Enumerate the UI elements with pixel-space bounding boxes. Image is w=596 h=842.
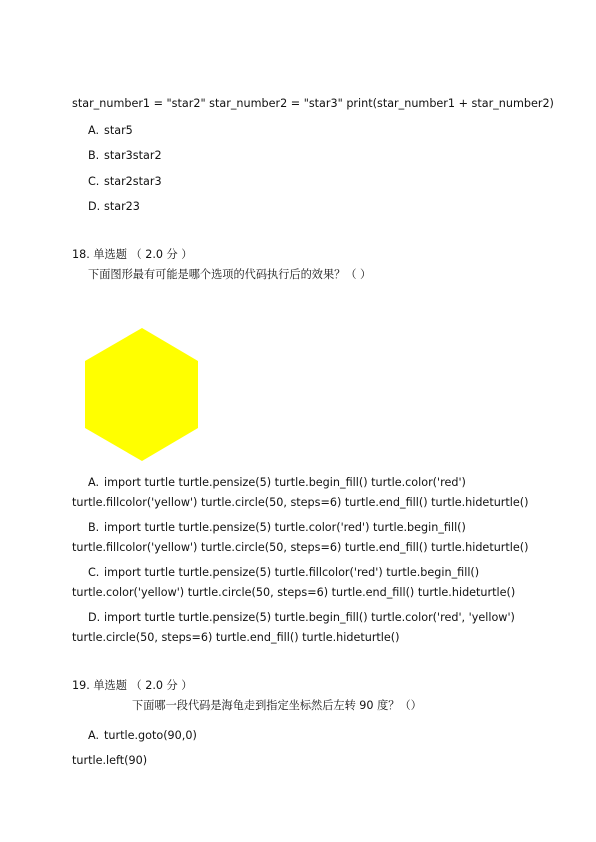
q17-option-d[interactable] [88, 200, 140, 214]
option-letter: A. [88, 729, 100, 742]
q17-option-a[interactable] [88, 124, 133, 138]
option-letter: B. [88, 149, 100, 162]
q18-option-c-line2: turtle.color('yellow') turtle.circle(50, steps=6) turtle.end_fill() turtle.hideturtle() [72, 586, 516, 599]
q18-option-b-line2: turtle.fillcolor('yellow') turtle.circle(50, steps=6) turtle.end_fill() turtle.hideturtle() [72, 541, 529, 554]
option-text-line1: import turtle turtle.pensize(5) turtle.fillcolor('red') turtle.begin_fill() [104, 566, 480, 579]
option-text-line1: import turtle turtle.pensize(5) turtle.color('red') turtle.begin_fill() [104, 521, 466, 534]
q18-option-a-line2: turtle.fillcolor('yellow') turtle.circle(50, steps=6) turtle.end_fill() turtle.hideturtle() [72, 496, 529, 509]
option-letter: D. [88, 611, 101, 624]
option-text-line1: import turtle turtle.pensize(5) turtle.begin_fill() turtle.color('red', 'yellow') [104, 611, 515, 624]
q18-option-b[interactable] [88, 521, 466, 535]
option-text: star2star3 [104, 175, 162, 188]
hexagon-shape [85, 328, 198, 461]
option-letter: B. [88, 521, 100, 534]
option-text-line1: turtle.goto(90,0) [104, 729, 197, 742]
q17-option-c[interactable] [88, 175, 162, 189]
q18-option-d-line2: turtle.circle(50, steps=6) turtle.end_fill() turtle.hideturtle() [72, 631, 400, 644]
yellow-hexagon-figure [84, 328, 200, 462]
option-letter: C. [88, 175, 100, 188]
q18-header: 18. 单选题 （ 2.0 分 ） [72, 248, 193, 261]
option-letter: C. [88, 566, 100, 579]
q18-option-c[interactable] [88, 566, 479, 580]
q18-option-a[interactable] [88, 476, 466, 490]
option-text: star5 [104, 124, 133, 137]
option-letter: D. [88, 200, 101, 213]
q19-option-a-line2: turtle.left(90) [72, 754, 148, 767]
q19-question: 下面哪一段代码是海龟走到指定坐标然后左转 90 度？（） [132, 699, 422, 712]
q19-header: 19. 单选题 （ 2.0 分 ） [72, 679, 193, 692]
q18-question: 下面图形最有可能是哪个选项的代码执行后的效果？（ ） [88, 268, 372, 281]
q17-code: star_number1 = "star2" star_number2 = "star3" print(star_number1 + star_number2) [72, 97, 554, 110]
option-letter: A. [88, 476, 100, 489]
option-letter: A. [88, 124, 100, 137]
option-text-line1: import turtle turtle.pensize(5) turtle.begin_fill() turtle.color('red') [104, 476, 466, 489]
option-text: star23 [104, 200, 140, 213]
q17-option-b[interactable] [88, 149, 162, 163]
q18-option-d[interactable] [88, 611, 515, 625]
option-text: star3star2 [104, 149, 162, 162]
q19-option-a[interactable] [88, 729, 197, 743]
